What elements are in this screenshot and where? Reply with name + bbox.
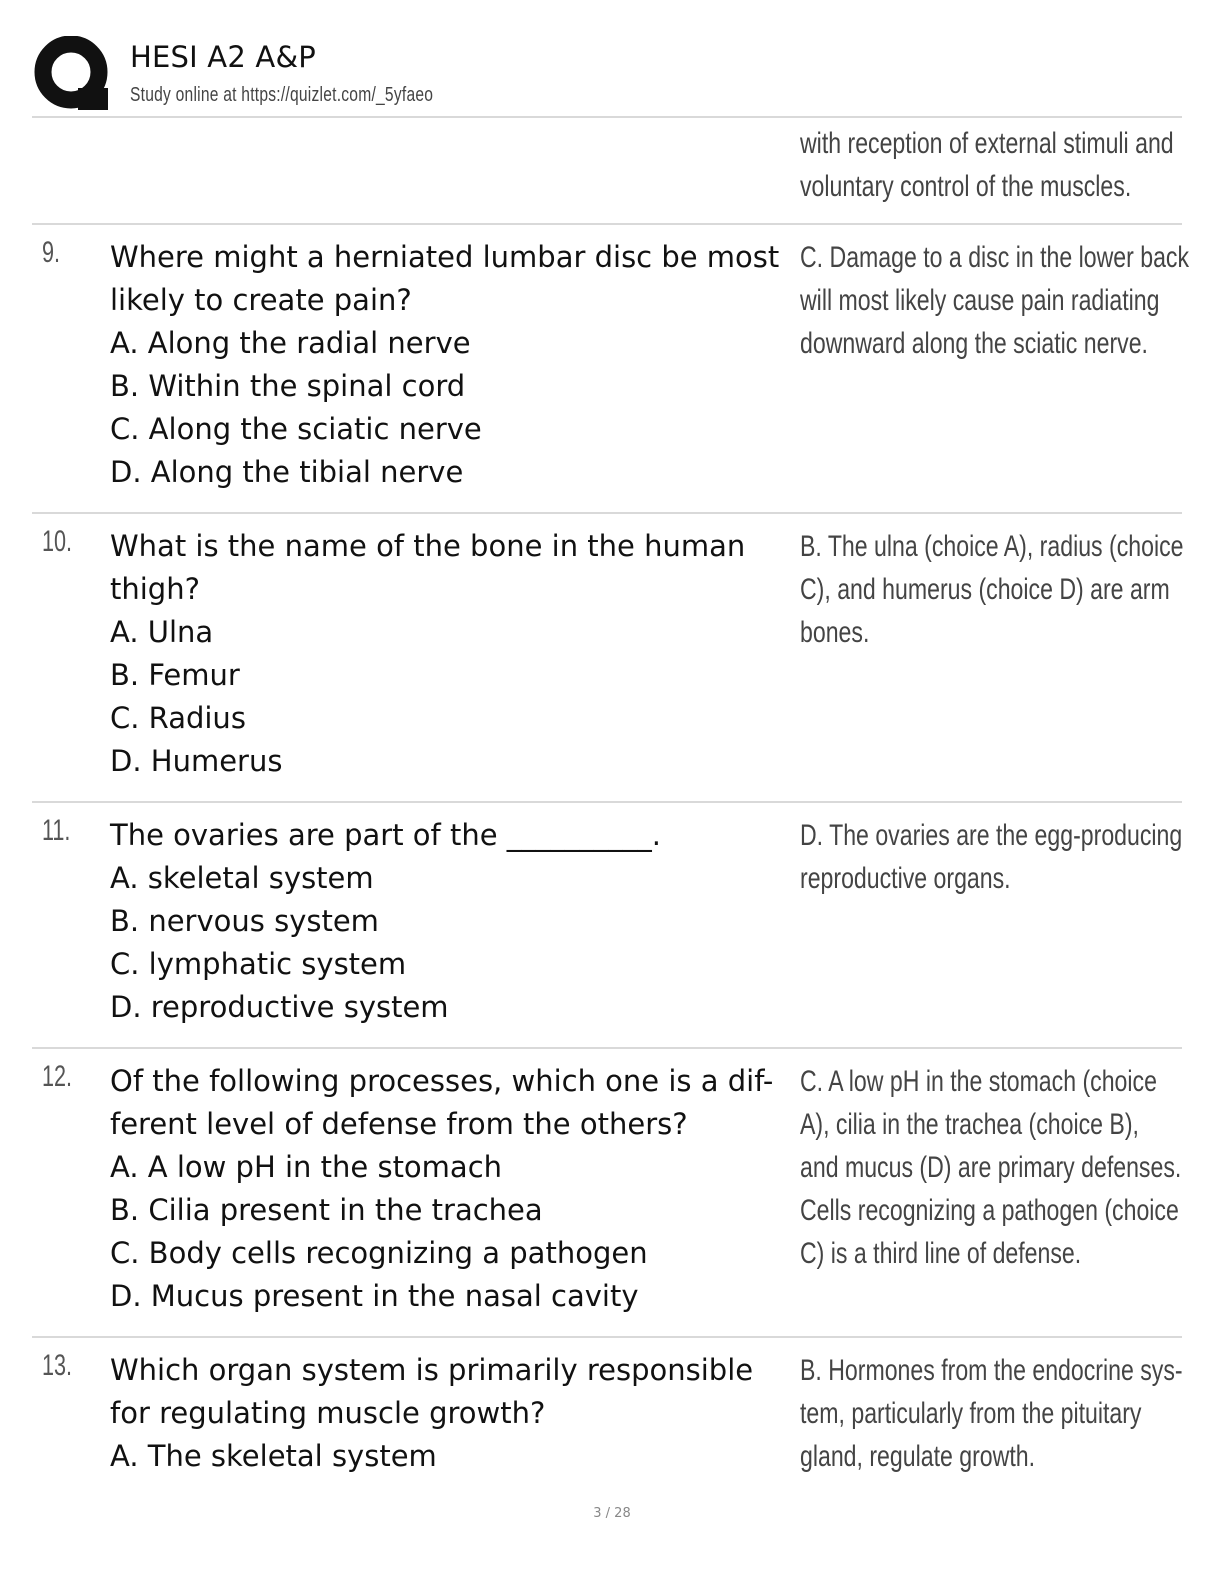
- answer-line: reproductive organs.: [800, 862, 1011, 895]
- answer-line: D. The ovaries are the egg-producing: [800, 819, 1183, 852]
- choice-d: D. Along the tibial nerve: [110, 455, 464, 489]
- choice-c: C. Body cells recognizing a pathogen: [110, 1236, 648, 1270]
- divider: [32, 801, 1182, 803]
- question-text: [110, 525, 800, 783]
- question-text: [110, 814, 800, 1029]
- answer-line: B. The ulna (choice A), radius (choice: [800, 530, 1184, 563]
- answer-line: will most likely cause pain radiating: [800, 284, 1160, 317]
- question-line: thigh?: [110, 572, 200, 606]
- choice-b: B. Cilia present in the trachea: [110, 1193, 543, 1227]
- divider: [32, 1047, 1182, 1049]
- question-line: What is the name of the bone in the human: [110, 529, 746, 563]
- question-line: ferent level of defense from the others?: [110, 1107, 688, 1141]
- question-number: 10.: [42, 525, 73, 558]
- divider: [32, 116, 1182, 118]
- choice-c: C. lymphatic system: [110, 947, 407, 981]
- answer-line: downward along the sciatic nerve.: [800, 327, 1148, 360]
- question-text: [110, 236, 800, 494]
- question-line: Of the following processes, which one is a dif-: [110, 1064, 774, 1098]
- page-number: 3 / 28: [593, 1506, 631, 1521]
- answer-explanation: [800, 1060, 1220, 1275]
- question-line: Which organ system is primarily responsible: [110, 1353, 754, 1387]
- question-number: 12.: [42, 1060, 73, 1093]
- answer-line: with reception of external stimuli and: [800, 127, 1174, 160]
- answer-line: bones.: [800, 616, 870, 649]
- document-title: HESI A2 A&P: [130, 40, 316, 74]
- question-number: 11.: [42, 814, 71, 847]
- quizlet-logo-icon: [34, 36, 112, 114]
- answer-explanation: [800, 525, 1220, 654]
- choice-b: B. Femur: [110, 658, 240, 692]
- question-text: [110, 1060, 800, 1318]
- choice-a: A. Ulna: [110, 615, 214, 649]
- answer-line: Cells recognizing a pathogen (choice: [800, 1194, 1179, 1227]
- question-line: for regulating muscle growth?: [110, 1396, 546, 1430]
- choice-b: B. Within the spinal cord: [110, 369, 466, 403]
- choice-b: B. nervous system: [110, 904, 379, 938]
- choice-c: C. Radius: [110, 701, 246, 735]
- choice-d: D. reproductive system: [110, 990, 449, 1024]
- answer-explanation: [800, 1349, 1220, 1478]
- answer-line: A), cilia in the trachea (choice B),: [800, 1108, 1139, 1141]
- choice-a: A. Along the radial nerve: [110, 326, 471, 360]
- answer-explanation: [800, 236, 1220, 365]
- divider: [32, 223, 1182, 225]
- divider: [32, 512, 1182, 514]
- question-text: [110, 1349, 800, 1478]
- page-header: [32, 28, 1182, 116]
- answer-line: C. Damage to a disc in the lower back: [800, 241, 1190, 274]
- choice-a: A. The skeletal system: [110, 1439, 437, 1473]
- choice-a: A. A low pH in the stomach: [110, 1150, 503, 1184]
- choice-d: D. Mucus present in the nasal cavity: [110, 1279, 639, 1313]
- answer-line: C) is a third line of defense.: [800, 1237, 1082, 1270]
- answer-line: C. A low pH in the stomach (choice: [800, 1065, 1157, 1098]
- answer-line: gland, regulate growth.: [800, 1440, 1036, 1473]
- question-line: The ovaries are part of the __________.: [110, 818, 661, 852]
- choice-d: D. Humerus: [110, 744, 283, 778]
- question-line: Where might a herniated lumbar disc be most: [110, 240, 780, 274]
- question-line: likely to create pain?: [110, 283, 412, 317]
- question-number: 13.: [42, 1349, 73, 1382]
- answer-line: and mucus (D) are primary defenses.: [800, 1151, 1182, 1184]
- choice-c: C. Along the sciatic nerve: [110, 412, 482, 446]
- answer-explanation: [800, 814, 1220, 900]
- previous-answer-continuation: [800, 122, 1180, 208]
- choice-a: A. skeletal system: [110, 861, 374, 895]
- study-online-link[interactable]: Study online at https://quizlet.com/_5yfaeo: [130, 84, 434, 106]
- question-number: 9.: [42, 236, 61, 269]
- answer-line: C), and humerus (choice D) are arm: [800, 573, 1170, 606]
- divider: [32, 1336, 1182, 1338]
- answer-line: voluntary control of the muscles.: [800, 170, 1132, 203]
- answer-line: tem, particularly from the pituitary: [800, 1397, 1142, 1430]
- answer-line: B. Hormones from the endocrine sys-: [800, 1354, 1183, 1387]
